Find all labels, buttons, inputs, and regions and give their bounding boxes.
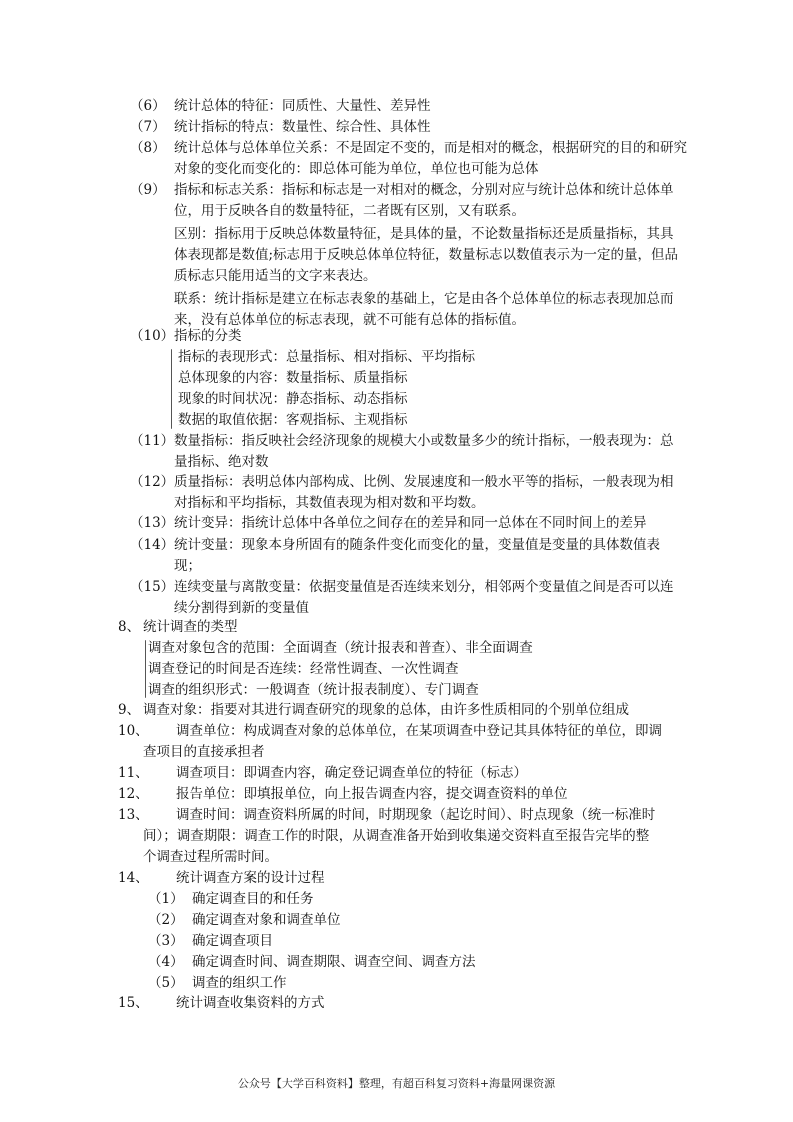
indicator-class-item: 数据的取值依据：客观指标、主观指标	[178, 412, 408, 428]
item-15	[130, 577, 680, 619]
brace-line	[171, 349, 172, 429]
item-number: （9）	[130, 182, 166, 198]
step-text: 确定调查目的和任务	[192, 891, 314, 907]
section-10	[118, 721, 688, 763]
section-14	[118, 868, 688, 889]
section-title: 统计调查的类型	[143, 619, 238, 635]
plan-step	[148, 973, 287, 994]
section-text: 调查项目：即调查内容，确定登记调查单位的特征（标志）	[176, 765, 527, 781]
item-text: 质量指标：表明总体内部构成、比例、发展速度和一般水平等的指标，一般表现为相对指标和平均指标，其数值表现为相对数和平均数。	[174, 474, 674, 511]
item-14	[130, 535, 680, 577]
item-6	[130, 96, 680, 117]
plan-step	[148, 889, 314, 910]
survey-type-item: 调查的组织形式：一般调查（统计报表制度）、专门调查	[148, 682, 479, 698]
item-text: 指标的分类	[174, 328, 242, 344]
step-number: （4）	[148, 954, 184, 970]
item-number: （6）	[130, 98, 166, 114]
item-text-relation: 联系：统计指标是建立在标志表象的基础上，它是由各个总体单位的标志表现加总而来，没有总体单位的标志表现，就不可能有总体的指标值。	[174, 291, 674, 328]
step-number: （2）	[148, 912, 184, 928]
item-text: 数量指标：指反映社会经济现象的规模大小或数量多少的统计指标，一般表现为：总量指标、绝对数	[174, 433, 674, 470]
survey-type-item: 调查对象包含的范围：全面调查（统计报表和普查）、非全面调查	[148, 640, 533, 656]
item-9	[130, 180, 680, 331]
section-title: 统计调查方案的设计过程	[176, 870, 325, 886]
indicator-class-list	[174, 347, 475, 431]
indicator-class-item: 现象的时间状况：静态指标、动态指标	[178, 391, 408, 407]
item-number: （8）	[130, 140, 166, 156]
item-7	[130, 117, 680, 138]
plan-step	[148, 952, 476, 973]
section-title: 统计调查收集资料的方式	[176, 995, 325, 1011]
section-8	[118, 617, 688, 638]
item-11	[130, 431, 680, 473]
step-number: （5）	[148, 975, 184, 991]
item-13	[130, 513, 680, 534]
item-number: （15）	[130, 579, 175, 595]
section-number: 15、	[118, 995, 149, 1011]
item-8	[130, 138, 690, 180]
section-number: 11、	[118, 765, 149, 781]
item-text: 统计变异：指统计总体中各单位之间存在的差异和同一总体在不同时间上的差异	[174, 515, 647, 531]
section-text: 调查时间：调查资料所属的时间，时期现象（起讫时间）、时点现象（统一标准时	[176, 807, 656, 823]
section-number: 10、	[118, 723, 149, 739]
section-text-continued: 查项目的直接承担者	[143, 744, 265, 760]
item-text: 指标和标志关系：指标和标志是一对相对的概念，分别对应与统计总体和统计总体单位，用于反映各自的数量特征，二者既有区别，又有联系。	[174, 182, 674, 219]
section-number: 9、	[118, 702, 141, 718]
section-text: 调查对象：指要对其进行调查研究的现象的总体，由许多性质相同的个别单位组成	[143, 702, 629, 718]
step-text: 调查的组织工作	[192, 975, 287, 991]
section-text: 报告单位：即填报单位，向上报告调查内容，提交调查资料的单位	[176, 786, 568, 802]
item-number: （12）	[130, 474, 175, 490]
section-text-continued: 个调查过程所需时间。	[143, 849, 278, 865]
item-number: （13）	[130, 515, 175, 531]
item-10	[130, 326, 680, 347]
item-text: 统计变量：现象本身所固有的随条件变化而变化的量，变量值是变量的具体数值表现；	[174, 537, 660, 574]
item-12	[130, 472, 680, 514]
item-text: 连续变量与离散变量：依据变量值是否连续来划分，相邻两个变量值之间是否可以连续分割得到新的变量值	[174, 579, 674, 616]
item-text-distinction: 区别：指标用于反映总体数量特征，是具体的量，不论数量指标还是质量指标，其具体表现都是数值;标志用于反映总体单位特征，数量标志以数值表示为一定的量，但品质标志只能用适当的文字来表达。	[174, 226, 679, 284]
step-number: （3）	[148, 933, 184, 949]
section-13	[118, 805, 688, 868]
section-12	[118, 784, 688, 805]
item-text: 统计总体与总体单位关系：不是固定不变的，而是相对的概念，根据研究的目的和研究对象的变化而变化的：即总体可能为单位，单位也可能为总体	[174, 140, 687, 177]
plan-step	[148, 910, 341, 931]
plan-step	[148, 931, 273, 952]
survey-type-list	[144, 638, 533, 701]
section-text-continued: 间）；调查期限：调查工作的时限，从调查准备开始到收集递交资料直至报告完毕的整	[143, 828, 650, 844]
step-text: 确定调查时间、调查期限、调查空间、调查方法	[192, 954, 476, 970]
section-text: 调查单位：构成调查对象的总体单位，在某项调查中登记其具体特征的单位，即调	[176, 723, 662, 739]
indicator-class-item: 指标的表现形式：总量指标、相对指标、平均指标	[178, 349, 475, 365]
section-number: 14、	[118, 870, 149, 886]
item-number: （11）	[130, 433, 175, 449]
indicator-class-item: 总体现象的内容：数量指标、质量指标	[178, 370, 408, 386]
section-9	[118, 700, 688, 721]
item-number: （14）	[130, 537, 175, 553]
step-text: 确定调查对象和调查单位	[192, 912, 341, 928]
survey-type-item: 调查登记的时间是否连续：经常性调查、一次性调查	[148, 661, 459, 677]
page-footer: 公众号【大学百科资料】整理，有超百科复习资料+海量网课资源	[237, 1077, 556, 1090]
step-number: （1）	[148, 891, 184, 907]
item-text: 统计总体的特征：同质性、大量性、差异性	[174, 98, 431, 114]
section-number: 12、	[118, 786, 149, 802]
section-11	[118, 763, 688, 784]
step-text: 确定调查项目	[192, 933, 273, 949]
item-text: 统计指标的特点：数量性、综合性、具体性	[174, 119, 431, 135]
section-number: 8、	[118, 619, 141, 635]
item-number: （7）	[130, 119, 166, 135]
section-number: 13、	[118, 807, 149, 823]
section-15	[118, 993, 688, 1014]
item-number: （10）	[130, 328, 175, 344]
